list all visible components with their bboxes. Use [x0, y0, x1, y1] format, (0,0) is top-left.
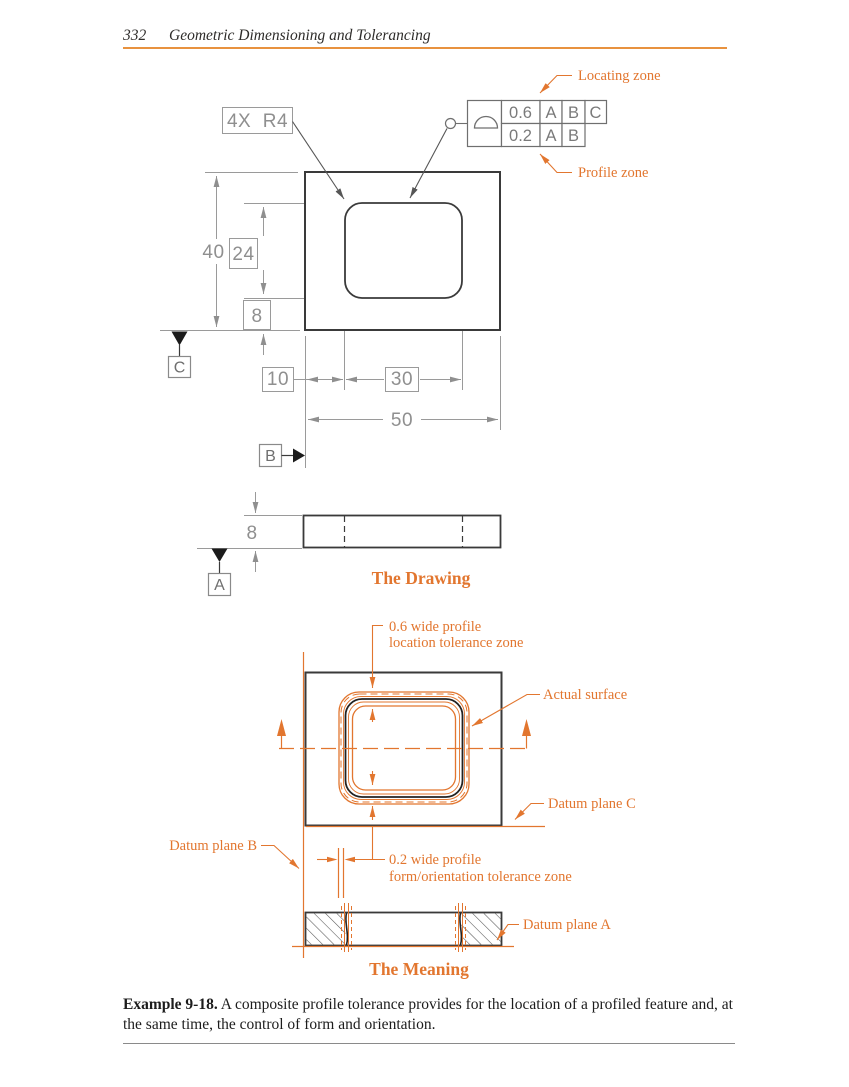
figure-caption [123, 995, 735, 1044]
feature-control-frame [468, 101, 607, 147]
actual-surface-label: Actual surface [543, 687, 628, 703]
dim-40-value: 40 [202, 242, 225, 263]
datum-feature-c [169, 332, 191, 378]
dim-10 [263, 368, 344, 392]
dim-24 [230, 207, 264, 294]
fcf-leader-circle-icon [446, 119, 456, 129]
fcf-r1-datum2: B [567, 104, 580, 122]
dim-10-arrow-right [332, 377, 343, 383]
caption-lead: Example 9-18. [123, 996, 218, 1013]
page-number: 332 [123, 27, 147, 44]
loc-zone-label-2: location tolerance zone [389, 635, 524, 651]
dim-t8-value: 8 [246, 523, 258, 544]
dim-thickness-8 [246, 492, 257, 572]
datum-c-triangle-icon [172, 332, 188, 346]
fcf-r2-datum1: A [545, 127, 557, 145]
dim-10-value: 10 [266, 369, 290, 390]
loc-zone-label-1: 0.6 wide profile [389, 619, 482, 635]
datum-plane-b-label: Datum plane B [169, 838, 257, 854]
dim-8-value: 8 [251, 306, 263, 327]
dim-40 [202, 176, 224, 327]
locating-zone-label: Locating zone [578, 68, 661, 84]
datum-plane-c-label: Datum plane C [548, 796, 636, 812]
meaning-title: The Meaning [369, 959, 469, 979]
section-hatch-right [462, 914, 501, 945]
profile-zone-label: Profile zone [578, 165, 649, 181]
datum-a-triangle-icon [212, 549, 228, 563]
meaning-view [169, 619, 636, 979]
fcf-r1-datum3: C [589, 104, 602, 122]
datum-plane-a-label: Datum plane A [523, 917, 611, 933]
locating-zone-leader [540, 76, 572, 94]
drawing-front-view [160, 68, 661, 468]
part-outline [305, 172, 500, 330]
datum-plane-b-leader [261, 846, 299, 869]
dim-50 [308, 410, 498, 431]
datum-a-letter: A [214, 577, 225, 594]
dim-50-value: 50 [390, 410, 414, 431]
datum-feature-a [209, 549, 231, 596]
dim-10-arrow-left [307, 377, 318, 383]
form-zone-arrow-right [345, 857, 356, 863]
profile-zone-leader [540, 154, 572, 173]
centerline-arrow-right [522, 719, 531, 736]
dim-30 [346, 368, 461, 392]
fcf-r1-tolerance: 0.6 [509, 104, 532, 122]
dim-24-value: 24 [232, 244, 255, 265]
form-zone-arrow-left [327, 857, 338, 863]
caption-text: A composite profile tolerance provides for the location of a profiled feature and, at the same time, the control of form and orientation. [123, 996, 733, 1033]
radius-note-text: 4X R4 [226, 111, 289, 132]
datum-b-letter: B [265, 448, 276, 465]
form-zone-label-2: form/orientation tolerance zone [389, 869, 572, 885]
section-hatch-left [307, 914, 346, 945]
dim-30-value: 30 [390, 369, 414, 390]
datum-c-letter: C [173, 359, 186, 377]
side-view-outline [304, 516, 501, 548]
datum-b-triangle-icon [293, 449, 305, 463]
drawing-side-view [197, 492, 501, 596]
form-zone-callout [317, 826, 572, 898]
centerline-arrow-left [277, 719, 286, 736]
running-title: Geometric Dimensioning and Tolerancing [169, 27, 431, 44]
dim-30-arrow-right [450, 377, 461, 383]
fcf-r1-datum1: A [545, 104, 557, 122]
form-zone-label-1: 0.2 wide profile [389, 852, 482, 868]
fcf-r2-tolerance: 0.2 [509, 127, 532, 145]
fcf-r2-datum2: B [567, 127, 580, 145]
drawing-title: The Drawing [371, 568, 471, 588]
datum-feature-b [260, 445, 306, 467]
meaning-section-view [292, 903, 611, 952]
datum-plane-c-leader [515, 804, 544, 820]
dim-30-arrow-left [346, 377, 357, 383]
dim-8 [244, 301, 271, 356]
